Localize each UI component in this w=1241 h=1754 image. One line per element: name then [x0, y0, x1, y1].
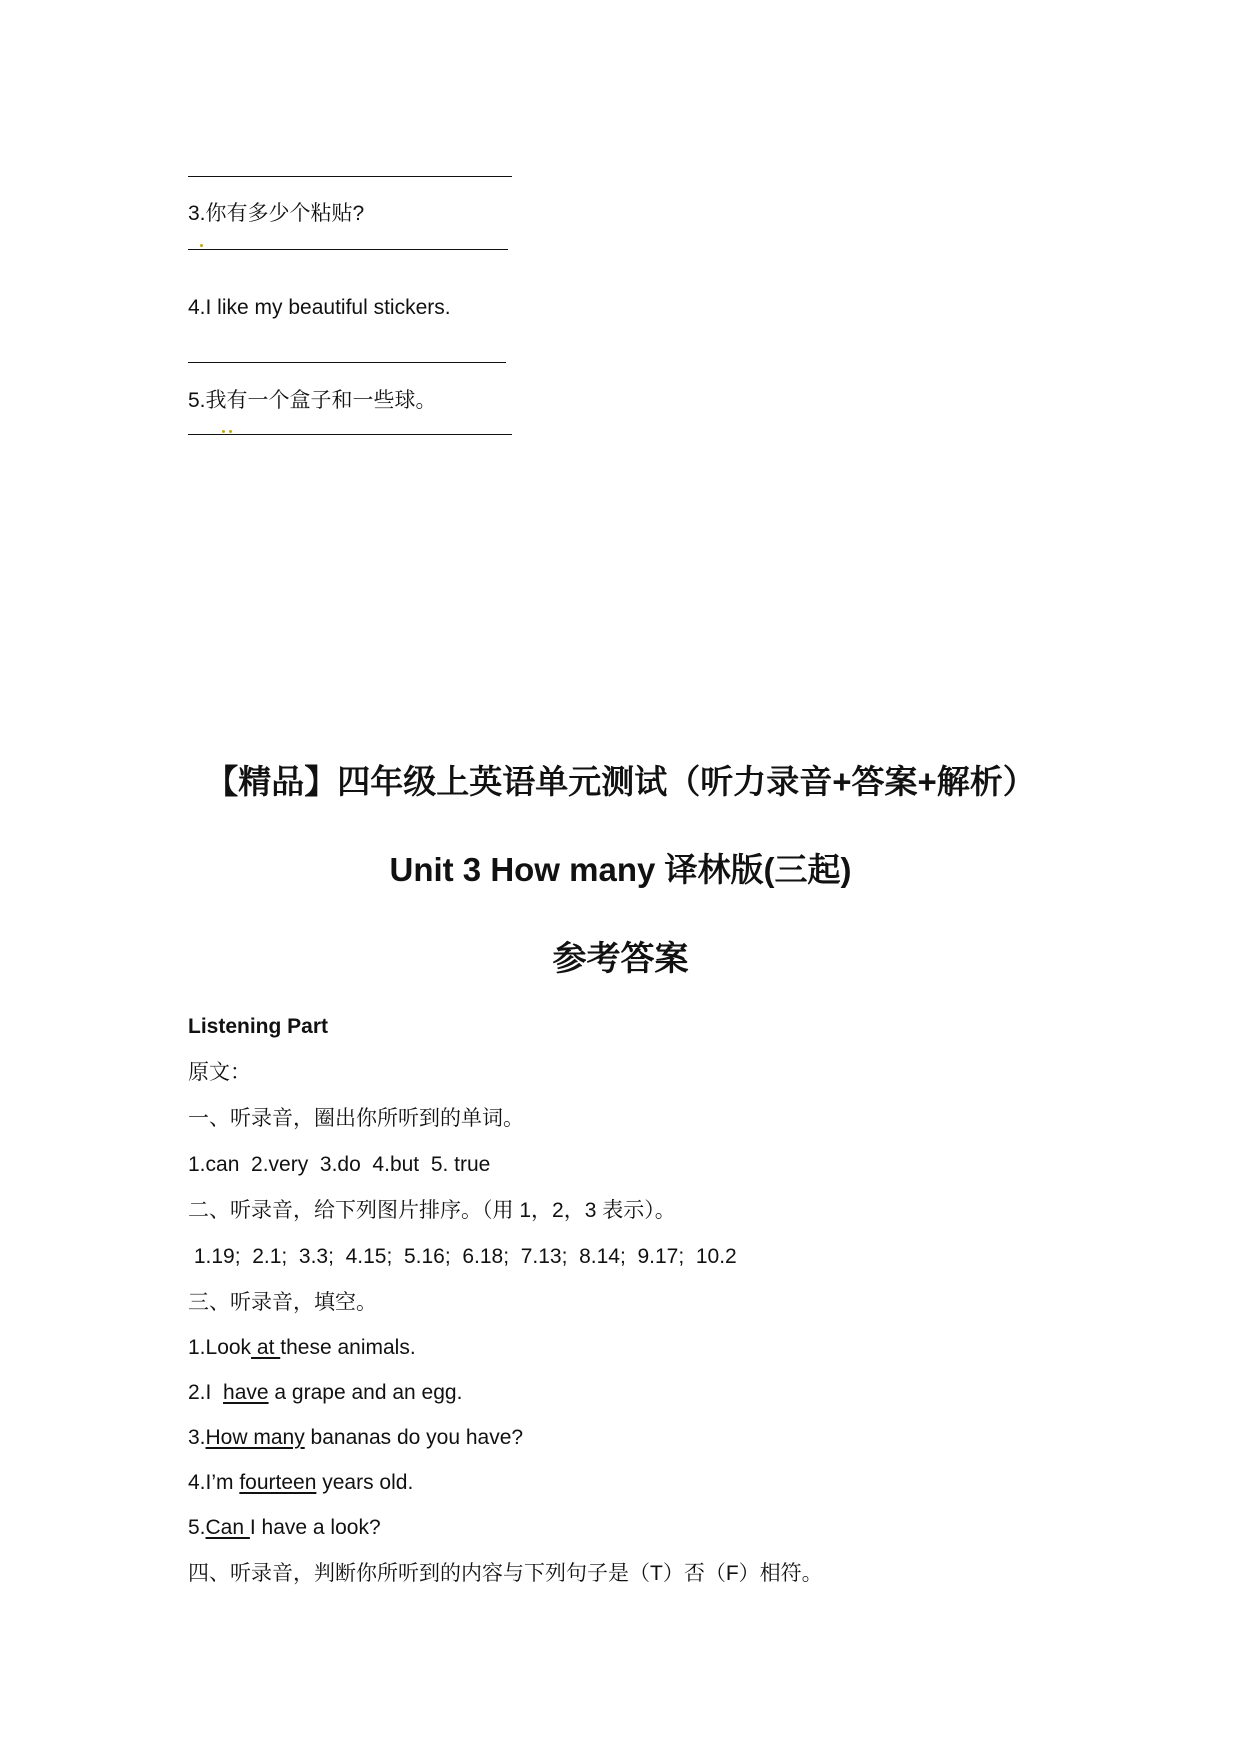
fill-pre: 4.I’m — [188, 1471, 240, 1494]
original-label: 原文： — [188, 1061, 251, 1084]
page-title: 【精品】四年级上英语单元测试（听力录音+答案+解析） — [205, 763, 1036, 800]
ink-speck — [222, 430, 225, 433]
section2-heading: 二、听录音，给下列图片排序。（用 1，2，3 表示）。 — [188, 1199, 676, 1222]
fill-post: years old. — [316, 1471, 414, 1494]
exercise-item-5: 5.我有一个盒子和一些球。 — [188, 389, 437, 412]
fill-item-3 — [188, 1426, 523, 1450]
answer-line-3[interactable] — [188, 249, 508, 250]
page-subtitle: Unit 3 How many 译林版(三起) — [389, 851, 852, 888]
section1-heading: 一、听录音，圈出你所听到的单词。 — [188, 1107, 524, 1130]
section2-content: 1.19; 2.1; 3.3; 4.15; 5.16; 6.18; 7.13; 8.14; 9.17; 10.2 — [188, 1245, 737, 1268]
answer-line-2[interactable] — [188, 176, 512, 177]
fill-item-1 — [188, 1336, 416, 1360]
fill-pre: 5. — [188, 1516, 206, 1539]
fill-post: bananas do you have? — [304, 1426, 524, 1449]
fill-answer: have — [223, 1381, 269, 1404]
ink-speck — [200, 244, 203, 247]
fill-post: these animals. — [280, 1336, 416, 1359]
part-title: Listening Part — [188, 1015, 329, 1038]
fill-answer: fourteen — [239, 1471, 317, 1494]
fill-post: I have a look? — [249, 1516, 381, 1539]
fill-answer: How many — [205, 1426, 305, 1449]
fill-item-2 — [188, 1381, 462, 1405]
fill-item-5 — [188, 1516, 381, 1540]
section3-heading: 三、听录音，填空。 — [188, 1291, 377, 1314]
answer-line-5[interactable] — [188, 434, 512, 435]
fill-pre: 1.Look — [188, 1336, 252, 1359]
answer-line-4[interactable] — [188, 362, 506, 363]
exercise-item-3: 3.你有多少个粘贴? — [188, 202, 365, 225]
fill-item-4 — [188, 1471, 413, 1495]
fill-answer: Can — [205, 1516, 250, 1539]
ink-speck — [229, 430, 232, 433]
section1-content: 1.can 2.very 3.do 4.but 5. true — [188, 1153, 491, 1176]
exercise-item-4: 4.I like my beautiful stickers. — [188, 296, 451, 319]
answer-heading: 参考答案 — [552, 940, 689, 978]
fill-pre: 3. — [188, 1426, 206, 1449]
fill-pre: 2.I — [188, 1381, 224, 1404]
fill-answer: at — [251, 1336, 281, 1359]
fill-post: a grape and an egg. — [268, 1381, 463, 1404]
section4-heading: 四、听录音，判断你所听到的内容与下列句子是（T）否（F）相符。 — [188, 1562, 823, 1585]
